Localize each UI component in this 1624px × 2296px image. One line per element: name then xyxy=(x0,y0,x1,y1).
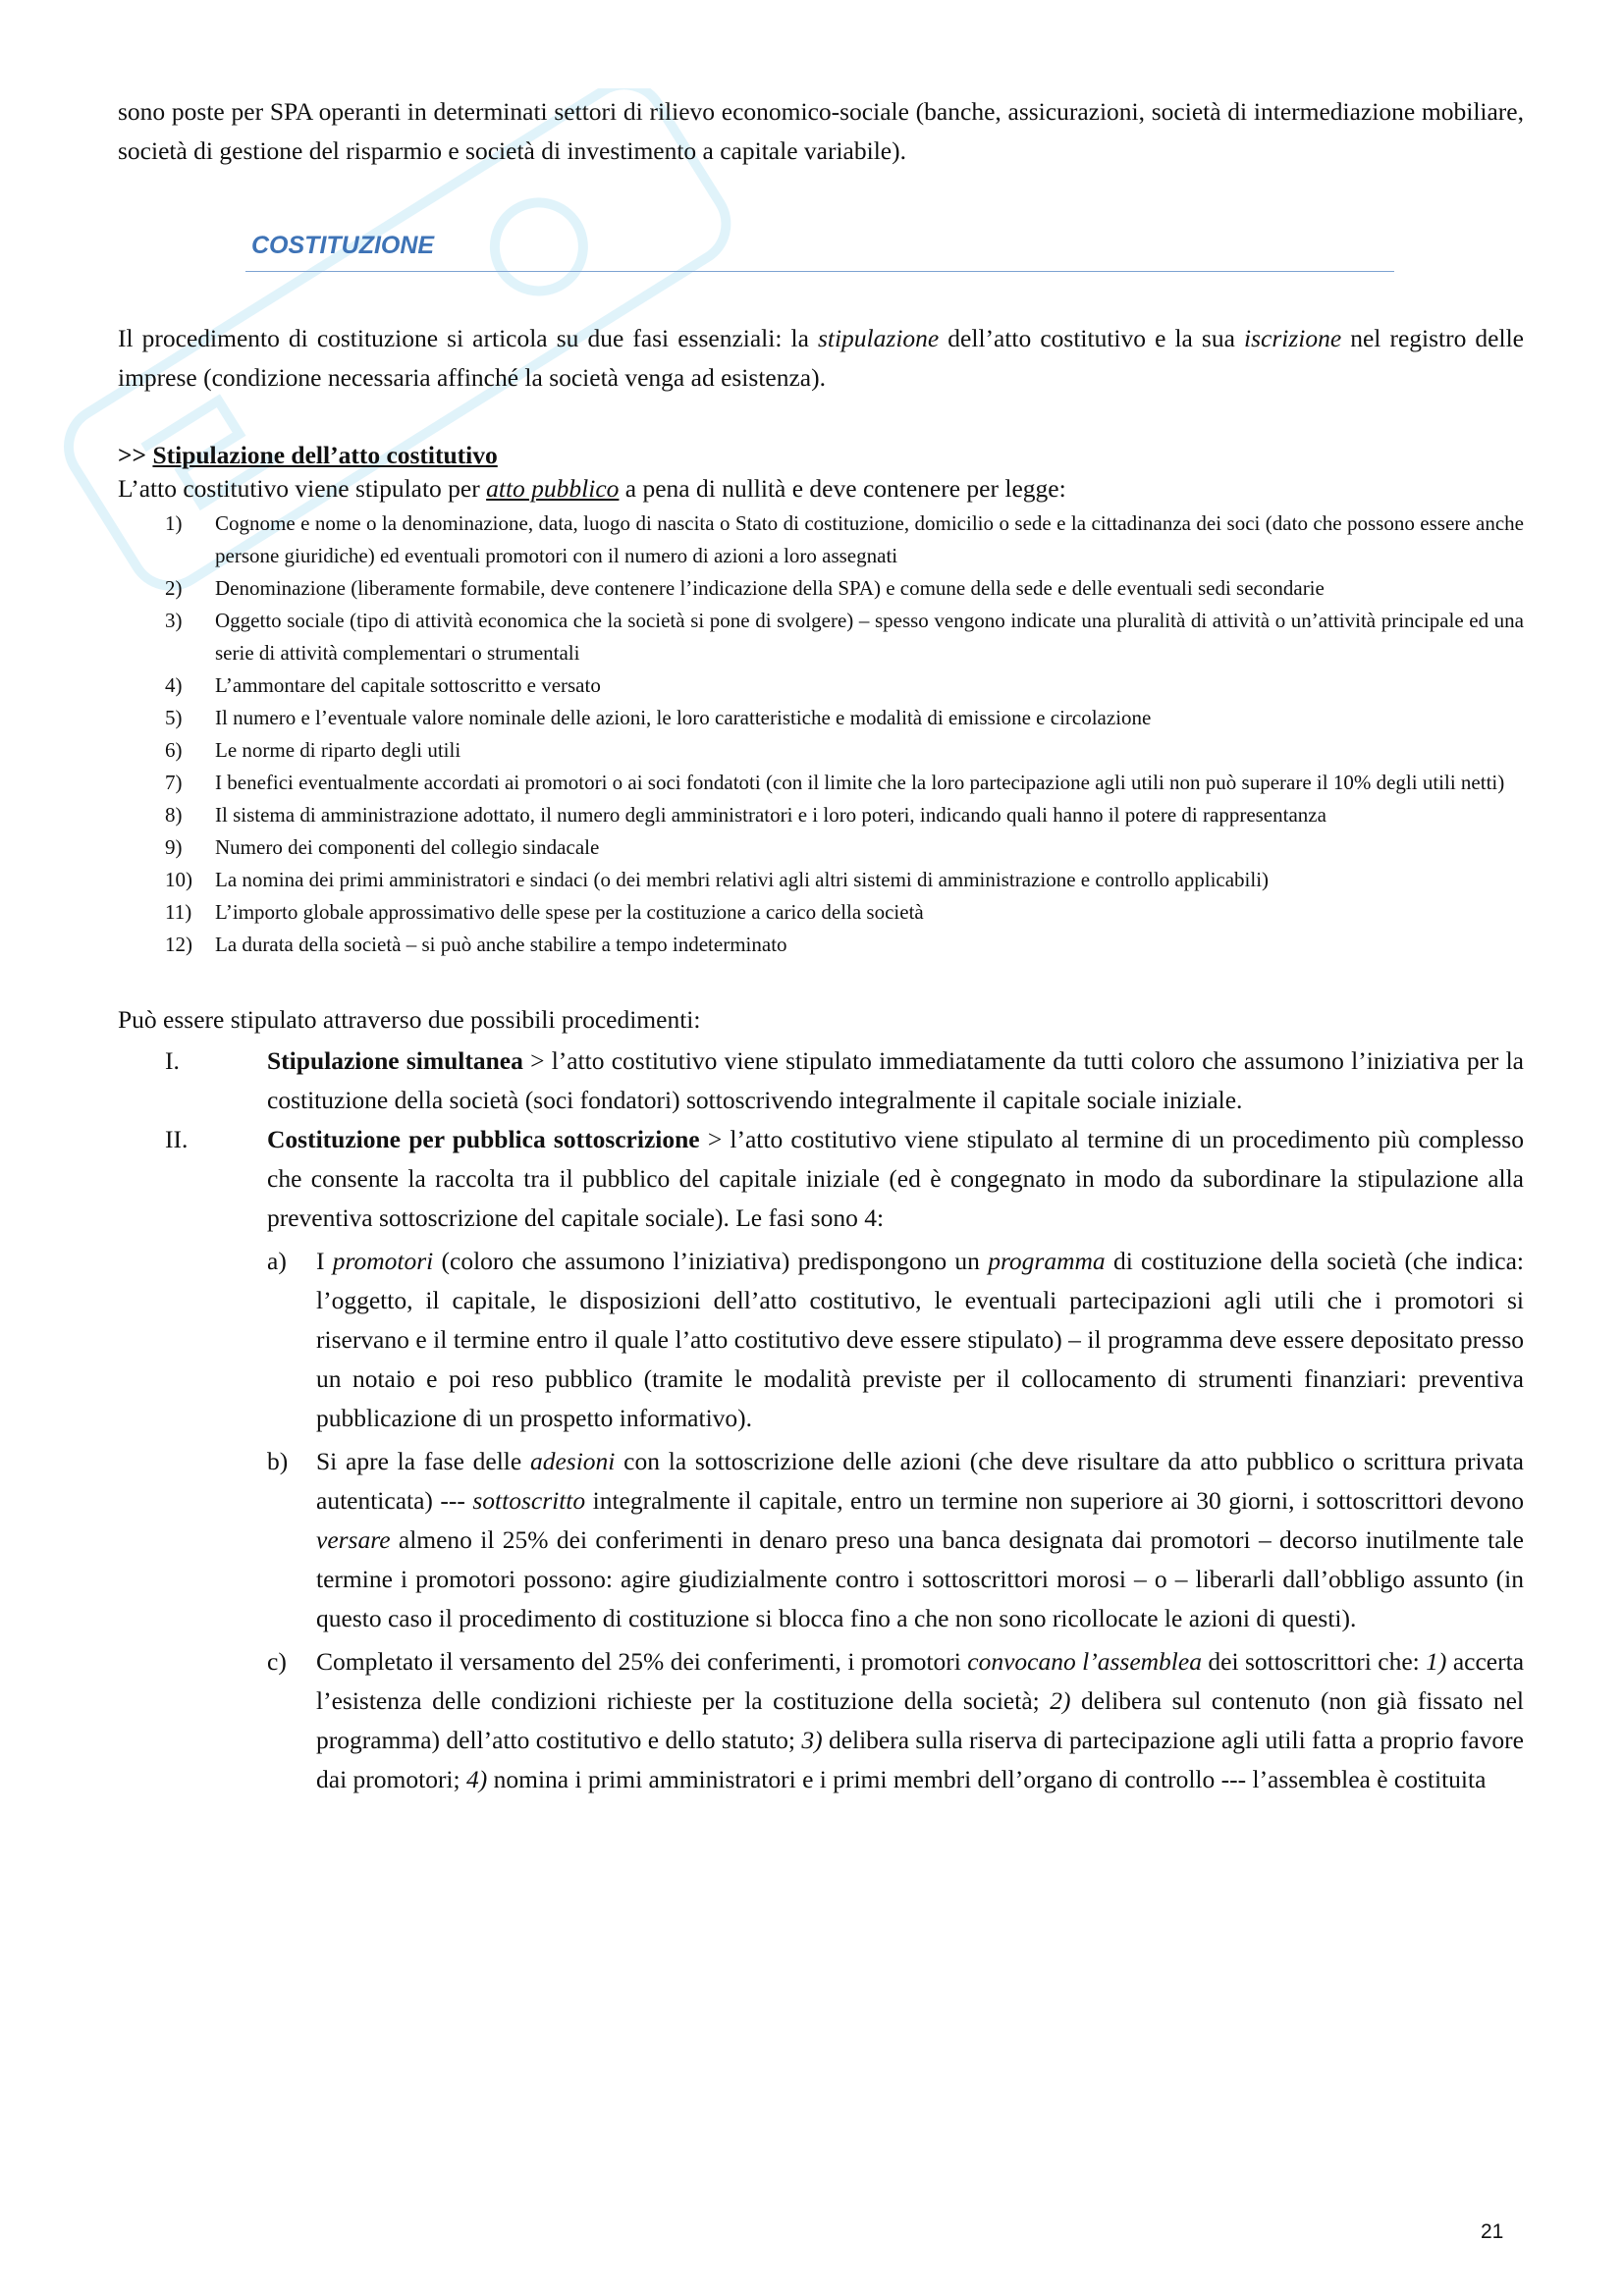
list-item: 4) L’ammontare del capitale sottoscritto e versato xyxy=(165,673,601,697)
requirements-list xyxy=(118,507,1524,961)
list-item: 8) Il sistema di amministrazione adottato, il numero degli amministratori e i loro poteri, indicando quali hanno il potere di rappresentanza xyxy=(165,803,1326,827)
document-page xyxy=(118,92,1524,1799)
list-item: 6) Le norme di riparto degli utili xyxy=(165,738,461,762)
page-number: 21 xyxy=(1481,2220,1504,2243)
list-item: 3) Oggetto sociale (tipo di attività economica che la società si pone di svolgere) – spesso vengono indicate una pluralità di attività o un’attività principale ed una serie di attività complementari o strumentali xyxy=(165,609,1524,665)
procedures-list xyxy=(118,1041,1524,1238)
heading-underline xyxy=(245,271,1394,272)
list-item: 5) Il numero e l’eventuale valore nominale delle azioni, le loro caratteristiche e modalità di emissione e circolazione xyxy=(165,706,1152,729)
atto-intro-line: L’atto costitutivo viene stipulato per atto pubblico a pena di nullità e deve contenere per legge: xyxy=(118,474,1066,503)
subheading-stipulazione: >> Stipulazione dell’atto costitutivo xyxy=(118,441,498,469)
section-heading-block xyxy=(245,228,1394,272)
list-item: 9) Numero dei componenti del collegio sindacale xyxy=(165,835,600,859)
list-item: 7) I benefici eventualmente accordati ai promotori o ai soci fondatoti (con il limite che la loro partecipazione agli utili non può superare il 10% degli utili netti) xyxy=(165,771,1505,794)
list-item: 10) La nomina dei primi amministratori e sindaci (o dei membri relativi agli altri sistemi di amministrazione e controllo applicabili) xyxy=(165,868,1270,891)
phase-c: c) Completato il versamento del 25% dei conferimenti, i promotori convocano l’assemblea dei sottoscrittori che: 1) accerta l’esistenza delle condizioni richieste per la costituzione della società; 2) delibera sul contenuto (non già fissato nel programma) dell’atto costitutivo e dello statuto; 3) delibera sulla riserva di partecipazione agli utili fatta a proprio favore dai promotori; 4) nomina i primi amministratori e i primi membri dell’organo di controllo --- l’assemblea è costituita xyxy=(267,1647,1525,1793)
list-item: 2) Denominazione (liberamente formabile, deve contenere l’indicazione della SPA) e comune della sede e delle eventuali sedi secondarie xyxy=(165,576,1325,600)
phase-a: a) I promotori (coloro che assumono l’iniziativa) predispongono un programma di costituzione della società (che indica: l’oggetto, il capitale, le disposizioni dell’atto costitutivo, le eventuali partecipazioni agli utili che i promotori si riservano e il termine entro il quale l’atto costitutivo deve essere stipulato) – il programma deve essere depositato presso un notaio e poi reso pubblico (tramite le modalità previste per il collocamento di strumenti finanziari: preventiva pubblicazione di un prospetto informativo). xyxy=(267,1247,1524,1432)
constitution-intro-paragraph: Il procedimento di costituzione si articola su due fasi essenziali: la stipulazione dell’atto costitutivo e la sua iscrizione nel registro delle imprese (condizione necessaria affinché la società venga ad esistenza). xyxy=(118,324,1524,392)
procedures-intro: Può essere stipulato attraverso due possibili procedimenti: xyxy=(118,1005,701,1034)
section-heading: COSTITUZIONE xyxy=(251,232,435,259)
list-item: 1) Cognome e nome o la denominazione, data, luogo di nascita o Stato di costituzione, domicilio o sede e la cittadinanza dei soci (dato che possono essere anche persone giuridiche) ed eventuali promotori con il numero di azioni a loro assegnati xyxy=(165,511,1524,567)
procedure-pubblica: II. Costituzione per pubblica sottoscrizione > l’atto costitutivo viene stipulato al termine di un procedimento più complesso che consente la raccolta tra il pubblico del capitale iniziale (ed è congegnato in modo da subordinare la stipulazione alla preventiva sottoscrizione del capitale sociale). Le fasi sono 4: xyxy=(165,1125,1524,1232)
continuation-paragraph: sono poste per SPA operanti in determinati settori di rilievo economico-sociale (banche, assicurazioni, società di intermediazione mobiliare, società di gestione del risparmio e società di investimento a capitale variabile). xyxy=(118,97,1524,165)
phases-list xyxy=(118,1242,1524,1799)
procedure-simultanea: I. Stipulazione simultanea > l’atto costitutivo viene stipulato immediatamente da tutti coloro che assumono l’iniziativa per la costituzione della società (soci fondatori) sottoscrivendo integralmente il capitale sociale iniziale. xyxy=(165,1046,1525,1114)
phase-b: b) Si apre la fase delle adesioni con la sottoscrizione delle azioni (che deve risultare da atto pubblico o scrittura privata autenticata) --- sottoscritto integralmente il capitale, entro un termine non superiore ai 30 giorni, i sottoscrittori devono versare almeno il 25% dei conferimenti in denaro preso una banca designata dai promotori – decorso inutilmente tale termine i promotori possono: agire giudizialmente contro i sottoscrittori morosi – o – liberarli dall’obbligo assunto (in questo caso il procedimento di costituzione si blocca fino a che non sono ricollocate le azioni di questi). xyxy=(267,1447,1525,1632)
list-item: 12) La durata della società – si può anche stabilire a tempo indeterminato xyxy=(165,933,787,956)
list-item: 11) L’importo globale approssimativo delle spese per la costituzione a carico della società xyxy=(165,900,924,924)
